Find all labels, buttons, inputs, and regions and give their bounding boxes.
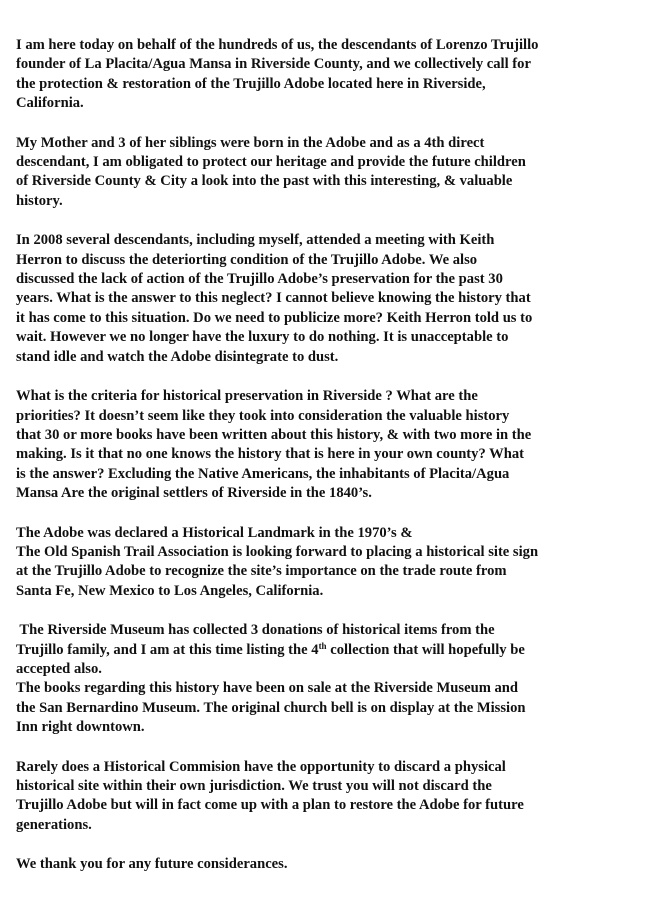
text-line: Inn right downtown. bbox=[16, 719, 145, 736]
text-line: at the Trujillo Adobe to recognize the site’s importance on the trade route from bbox=[16, 563, 507, 580]
text-segment: collection that will hopefully be bbox=[326, 641, 525, 658]
text-line: historical site within their own jurisdiction. We trust you will not discard the bbox=[16, 778, 492, 794]
text-line: generations. bbox=[16, 816, 92, 833]
text-line: founder of La Placita/Agua Mansa in Riverside County, and we collectively call for bbox=[16, 56, 531, 73]
text-line: In 2008 several descendants, including myself, attended a meeting with Keith bbox=[16, 232, 495, 249]
text-line: Herron to discuss the deteriorting condition of the Trujillo Adobe. We also bbox=[16, 251, 478, 268]
text-line: The Adobe was declared a Historical Landmark in the 1970’s & bbox=[16, 524, 413, 541]
text-line: What is the criteria for historical preservation in Riverside ? What are the bbox=[16, 388, 478, 405]
text-line: Mansa Are the original settlers of Riverside in the 1840’s. bbox=[16, 485, 372, 502]
text-line: Rarely does a Historical Commision have the opportunity to discard a physical bbox=[16, 758, 506, 775]
text-line: The books regarding this history have been on sale at the Riverside Museum and bbox=[16, 680, 519, 697]
text-line: discussed the lack of action of the Trujillo Adobe’s preservation for the past 30 bbox=[16, 271, 503, 288]
text-line: of Riverside County & City a look into the past with this interesting, & valuable bbox=[16, 173, 513, 190]
text-line: the protection & restoration of the Trujillo Adobe located here in Riverside, bbox=[16, 75, 486, 92]
text-line: California. bbox=[16, 95, 84, 112]
paragraph-criteria bbox=[16, 387, 656, 503]
text-line bbox=[16, 641, 656, 660]
text-line: priorities? It doesn’t seem like they took into consideration the valuable history bbox=[16, 407, 510, 424]
text-line: The Old Spanish Trail Association is looking forward to placing a historical site sign bbox=[16, 543, 539, 560]
text-line: The Riverside Museum has collected 3 donations of historical items from the bbox=[16, 622, 495, 639]
text-line: making. Is it that no one knows the history that is here in your own county? What bbox=[16, 446, 525, 463]
text-line: stand idle and watch the Adobe disintegrate to dust. bbox=[16, 348, 339, 365]
letter-body bbox=[16, 36, 656, 895]
paragraph-intro bbox=[16, 36, 656, 114]
text-line: is the answer? Excluding the Native Americans, the inhabitants of Placita/Agua bbox=[16, 465, 510, 482]
paragraph-landmark bbox=[16, 524, 656, 602]
text-line: descendant, I am obligated to protect our heritage and provide the future children bbox=[16, 154, 526, 171]
paragraph-museum-donations bbox=[16, 621, 656, 679]
paragraph-books bbox=[16, 679, 656, 737]
text-line: it has come to this situation. Do we need to publicize more? Keith Herron told us to bbox=[16, 309, 533, 326]
text-line: We thank you for any future considerances. bbox=[16, 856, 288, 873]
text-line: accepted also. bbox=[16, 660, 102, 677]
text-line: that 30 or more books have been written about this history, & with two more in the bbox=[16, 426, 532, 443]
ordinal-suffix: th bbox=[318, 640, 327, 651]
text-segment: Trujillo family, and I am at this time listing the 4 bbox=[16, 641, 319, 658]
text-line: years. What is the answer to this neglect? I cannot believe knowing the history that bbox=[16, 290, 531, 307]
text-line: Santa Fe, New Mexico to Los Angeles, California. bbox=[16, 582, 324, 599]
paragraph-commission bbox=[16, 758, 656, 836]
text-line: I am here today on behalf of the hundreds of us, the descendants of Lorenzo Trujillo bbox=[16, 37, 539, 53]
text-line: Trujillo Adobe but will in fact come up with a plan to restore the Adobe for future bbox=[16, 797, 524, 814]
paragraph-meeting-2008 bbox=[16, 231, 656, 367]
text-line: history. bbox=[16, 192, 63, 209]
paragraph-heritage bbox=[16, 134, 656, 212]
text-line: wait. However we no longer have the luxury to do nothing. It is unacceptable to bbox=[16, 329, 509, 346]
text-line: the San Bernardino Museum. The original church bell is on display at the Mission bbox=[16, 699, 526, 716]
text-line: My Mother and 3 of her siblings were born in the Adobe and as a 4th direct bbox=[16, 134, 485, 151]
paragraph-closing bbox=[16, 855, 656, 874]
